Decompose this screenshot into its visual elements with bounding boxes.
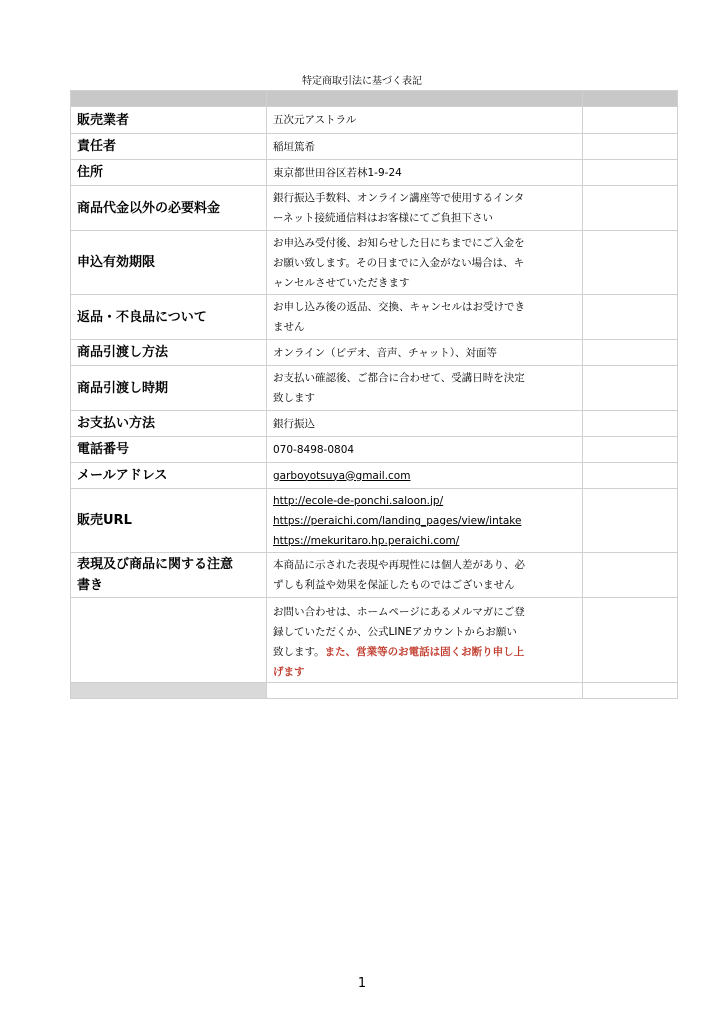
table-row [71,411,678,437]
table-row [71,489,678,553]
row-label: 電話番号 [71,437,267,463]
table-footer-row [71,683,678,699]
table-row [71,553,678,598]
row-value: お支払い確認後、ご都合に合わせて、受講日時を決定 致します [267,366,583,411]
row-value: 本商品に示された表現や再現性には個人差があり、必 ずしも利益や効果を保証したものではございません [267,553,583,598]
table-row [71,107,678,134]
page-number: 1 [357,976,367,991]
row-value: 東京都世田谷区若林1-9-24 [267,160,583,186]
table-row [71,340,678,366]
table-row [71,160,678,186]
row-value: 稲垣篤希 [267,134,583,160]
row-value: オンライン（ビデオ、音声、チャット）、対面等 [267,340,583,366]
warning-text: げます [273,666,305,678]
table-row [71,295,678,340]
sales-url-link[interactable]: https://mekuritaro.hp.peraichi.com/ [273,534,460,547]
row-label: 返品・不良品について [71,295,267,340]
row-value: お申し込み後の返品、交換、キャンセルはお受けでき ません [267,295,583,340]
row-label: 販売URL [71,489,267,553]
row-label [71,598,267,683]
legal-notice-table [70,90,678,699]
table-row [71,134,678,160]
table-header-row [71,91,678,107]
table-row [71,463,678,489]
row-label: お支払い方法 [71,411,267,437]
email-link[interactable]: garboyotsuya@gmail.com [273,469,411,482]
table-row [71,437,678,463]
row-label: 申込有効期限 [71,231,267,295]
row-label: 責任者 [71,134,267,160]
table-row [71,231,678,295]
table-row [71,186,678,231]
contact-note: お問い合わせは、ホームページにあるメルマガにご登 録していただくか、公式LINEアカウントからお願い 致します。また、営業等のお電話は固くお断り申し上 げます [267,598,583,683]
row-label: 商品代金以外の必要料金 [71,186,267,231]
row-label: 商品引渡し時期 [71,366,267,411]
table-row [71,598,678,683]
phone-number: 070-8498-0804 [267,437,583,463]
row-label: 住所 [71,160,267,186]
url-list [267,489,583,553]
row-value: お申込み受付後、お知らせした日にちまでにご入金を お願い致します。その日までに入金がない場合は、キ ャンセルさせていただきます [267,231,583,295]
sales-url-link[interactable]: http://ecole-de-ponchi.saloon.jp/ [273,494,444,507]
table-row [71,366,678,411]
row-label: メールアドレス [71,463,267,489]
sales-url-link[interactable]: https://peraichi.com/landing_pages/view/intake [273,514,522,527]
warning-text: また、営業等のお電話は固くお断り申し上 [324,646,525,658]
row-value: 銀行振込 [267,411,583,437]
document-title: 特定商取引法に基づく表記 [302,76,422,87]
row-label: 販売業者 [71,107,267,134]
row-value: 五次元アストラル [267,107,583,134]
row-label: 商品引渡し方法 [71,340,267,366]
row-value: 銀行振込手数料、オンライン講座等で使用するインタ ーネット接続通信料はお客様にてご負担下さい [267,186,583,231]
row-label: 表現及び商品に関する注意 書き [71,553,267,598]
